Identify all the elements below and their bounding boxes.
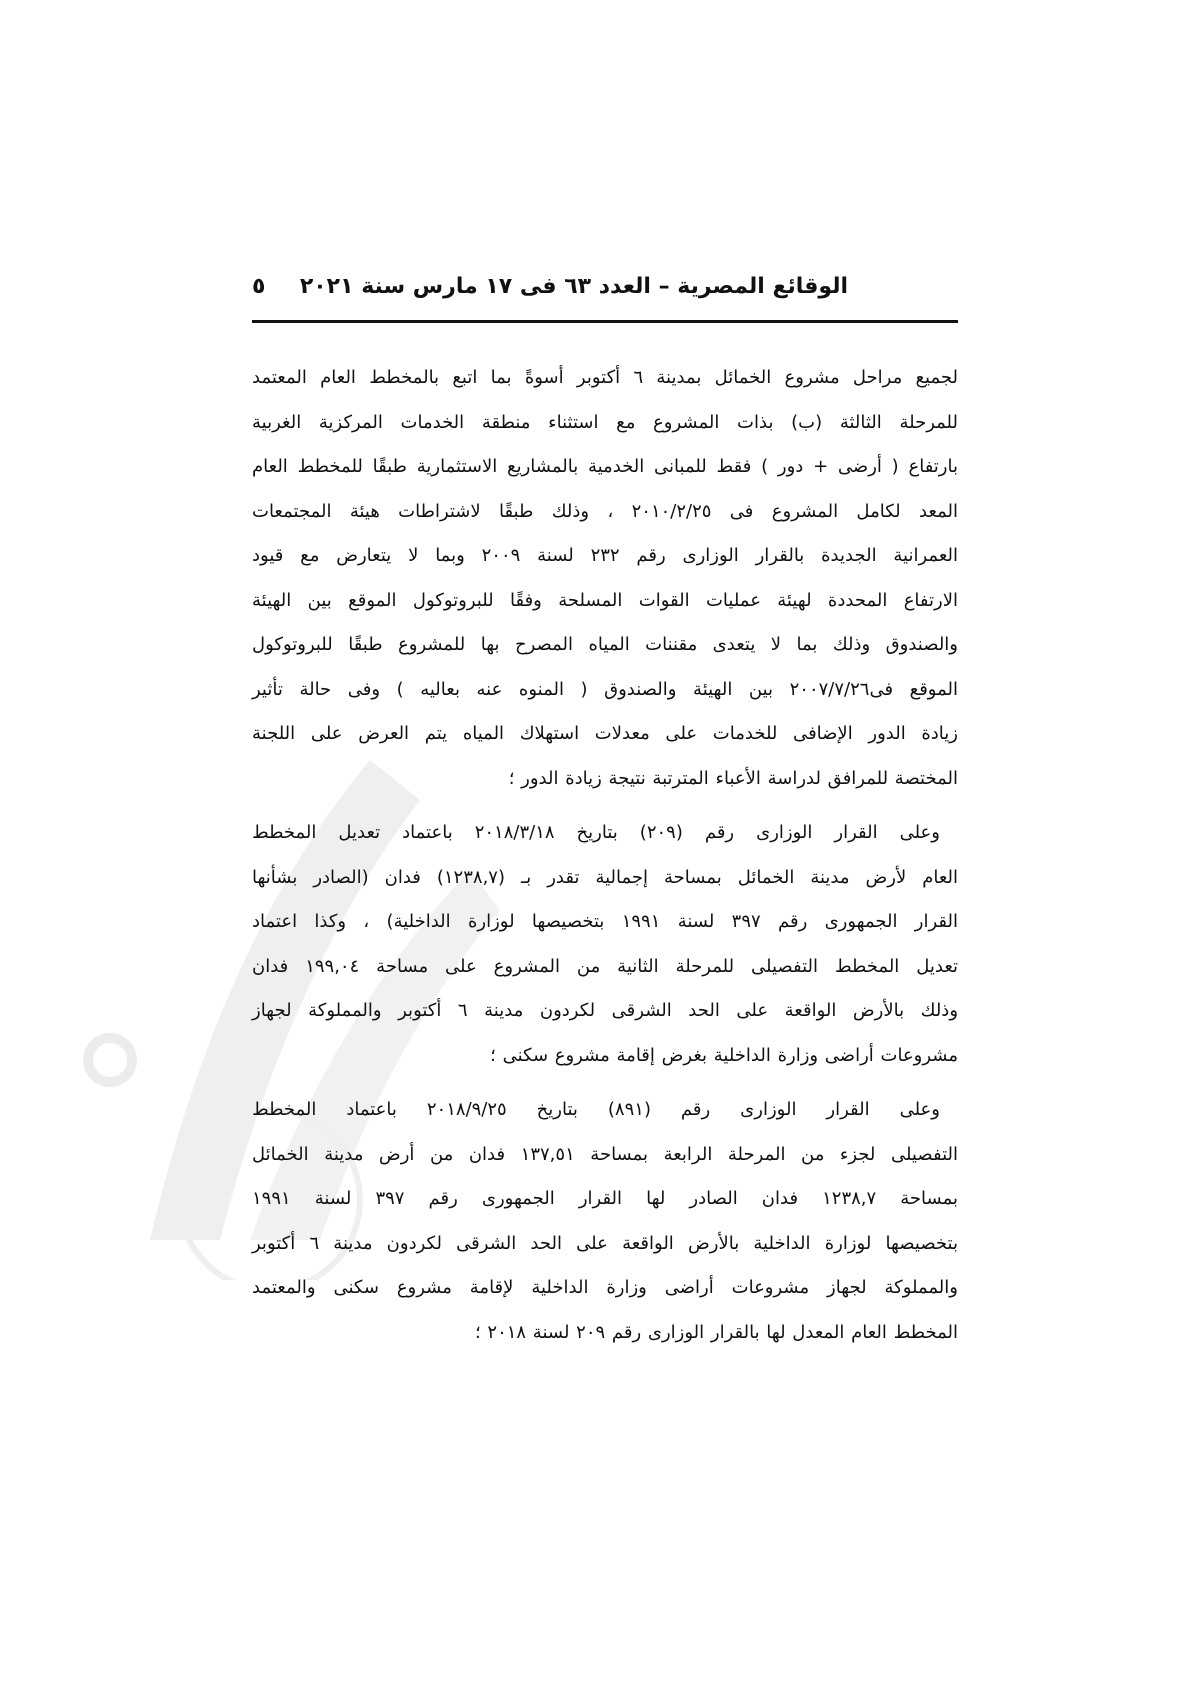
text-line: والمملوكة لجهاز مشروعات أراضى وزارة الداخلية لإقامة مشروع سكنى والمعتمد <box>252 1277 958 1298</box>
document-body <box>252 356 958 1365</box>
text-line: وذلك بالأرض الواقعة على الحد الشرقى لكردون مدينة ٦ أكتوبر والمملوكة لجهاز <box>252 1000 959 1021</box>
text-line: تعديل المخطط التفصيلى للمرحلة الثانية من المشروع على مساحة ١٩٩,٠٤ فدان <box>252 955 959 977</box>
text-line: للمرحلة الثالثة (ب) بذات المشروع مع استثناء منطقة الخدمات المركزية الغربية <box>252 411 958 433</box>
text-line: بتخصيصها لوزارة الداخلية بالأرض الواقعة على الحد الشرقى لكردون مدينة ٦ أكتوبر <box>252 1232 958 1254</box>
text-line: الارتفاع المحددة لهيئة عمليات القوات المسلحة وفقًا للبروتوكول الموقع بين الهيئة <box>252 589 958 611</box>
text-line: بمساحة ١٢٣٨,٧ فدان الصادر لها القرار الجمهورى رقم ٣٩٧ لسنة ١٩٩١ <box>252 1188 958 1209</box>
text-line: العام لأرض مدينة الخمائل بمساحة إجمالية تقدر بـ (١٢٣٨,٧) فدان (الصادر بشأنها <box>252 866 958 888</box>
text-line: وعلى القرار الوزارى رقم (٨٩١) بتاريخ ٢٠١٨/٩/٢٥ باعتماد المخطط <box>252 1099 940 1120</box>
paragraph-1 <box>252 356 958 801</box>
text-line: بارتفاع ( أرضى + دور ) فقط للمبانى الخدمية بالمشاريع الاستثمارية طبقًا للمخطط العام <box>252 456 958 477</box>
text-line: الموقع فى٢٠٠٧/٧/٢٦ بين الهيئة والصندوق ( المنوه عنه بعاليه ) وفى حالة تأثير <box>252 678 958 700</box>
text-line: العمرانية الجديدة بالقرار الوزارى رقم ٢٣٢ لسنة ٢٠٠٩ وبما لا يتعارض مع قيود <box>252 545 958 566</box>
text-line: القرار الجمهورى رقم ٣٩٧ لسنة ١٩٩١ بتخصيصها لوزارة الداخلية) ، وكذا اعتماد <box>252 911 958 932</box>
text-line: التفصيلى لجزء من المرحلة الرابعة بمساحة ١٣٧,٥١ فدان من أرض مدينة الخمائل <box>252 1143 958 1165</box>
text-line: لجميع مراحل مشروع الخمائل بمدينة ٦ أكتوبر أسوةً بما اتبع بالمخطط العام المعتمد <box>252 367 959 388</box>
page-number: ٥ <box>252 274 266 299</box>
text-line: المعد لكامل المشروع فى ٢٠١٠/٢/٢٥ ، وذلك طبقًا لاشتراطات هيئة المجتمعات <box>252 500 959 522</box>
text-line: المختصة للمرافق لدراسة الأعباء المترتبة نتيجة زيادة الدور ؛ <box>508 767 958 789</box>
text-line: والصندوق وذلك بما لا يتعدى مقننات المياه المصرح بها للمشروع طبقًا للبروتوكول <box>252 634 958 655</box>
header-rule <box>252 320 958 323</box>
text-line: وعلى القرار الوزارى رقم (٢٠٩) بتاريخ ٢٠١٨/٣/١٨ باعتماد تعديل المخطط <box>252 822 940 843</box>
paragraph-3 <box>252 1088 958 1355</box>
page-header <box>252 270 958 310</box>
gazette-title: الوقائع المصرية – العدد ٦٣ فى ١٧ مارس سنة ٢٠٢١ <box>299 274 848 299</box>
text-line: مشروعات أراضى وزارة الداخلية بغرض إقامة مشروع سكنى ؛ <box>490 1044 958 1066</box>
text-line: زيادة الدور الإضافى للخدمات على معدلات استهلاك المياه يتم العرض على اللجنة <box>252 723 958 744</box>
paragraph-2 <box>252 811 958 1078</box>
text-line: المخطط العام المعدل لها بالقرار الوزارى رقم ٢٠٩ لسنة ٢٠١٨ ؛ <box>474 1321 958 1343</box>
